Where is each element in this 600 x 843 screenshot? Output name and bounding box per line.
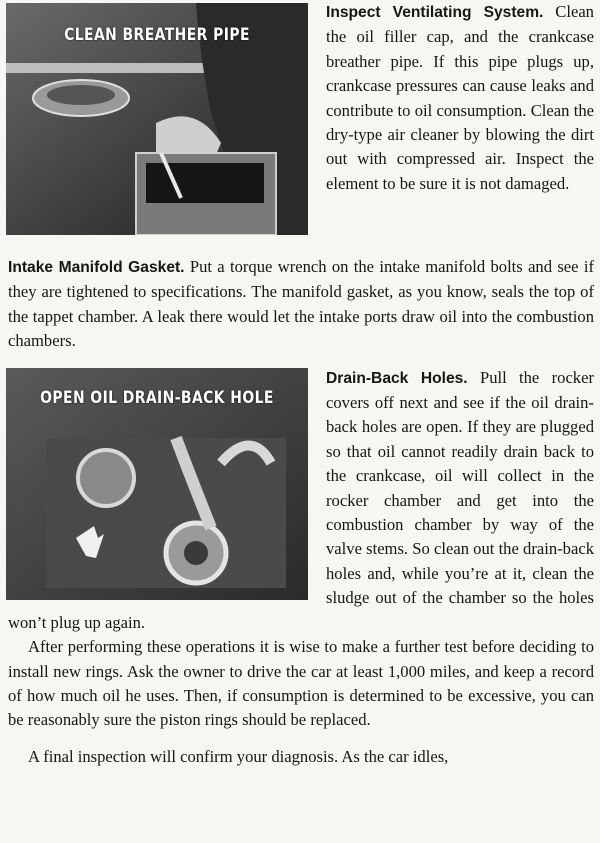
text-ventilating: Clean the oil filler cap, and the crankcase breather pipe. If this pipe plugs up, crankcase pressures can cause leaks and contribute to oil consumption. Clean the dry-type air cleaner by blowing the dirt out with compressed air. Inspect the element to be sure it is not damaged. [326,2,594,193]
paragraph-final: A final inspection will confirm your diagnosis. As the car idles, [28,746,449,766]
heading-manifold: Intake Manifold Gasket. [8,259,185,276]
heading-ventilating: Inspect Ventilating System. [326,4,544,21]
text-drainback: Pull the rocker covers off next and see if the oil drain-back holes are open. If they are plugged so that oil cannot readily drain back to the crankcase, oil will collect in the rocker chamber and get into the combustion chamber by way of the valve stems. So clean out the drain-back holes and, while you’re at it, clean the sludge out of the chamber so the holes won’t plug up again. [8,367,594,632]
paragraph-after: After performing these operations it is wise to make a further test before deciding to install new rings. Ask the owner to drive the car at least 1,000 miles, and keep a record of how much oil he uses. Then, if consumption is determined to be excessive, you can be reasonably sure the piston rings should be replaced. [8,637,594,730]
paragraph-manifold [8,255,594,354]
photo-caption: OPEN OIL DRAIN-BACK HOLE [40,387,274,408]
photo-clean-breather-pipe [6,3,308,235]
document-page [8,0,594,769]
photo-caption: CLEAN BREATHER PIPE [64,25,250,45]
text-manifold: Put a torque wrench on the intake manifold bolts and see if they are tightened to specifications. The manifold gasket, as you know, seals the top of the tappet chamber. A leak there would let the intake ports draw oil into the combustion chambers. [8,257,594,351]
heading-drainback: Drain-Back Holes. [326,369,468,387]
photo-open-drain-back-hole [6,368,308,600]
